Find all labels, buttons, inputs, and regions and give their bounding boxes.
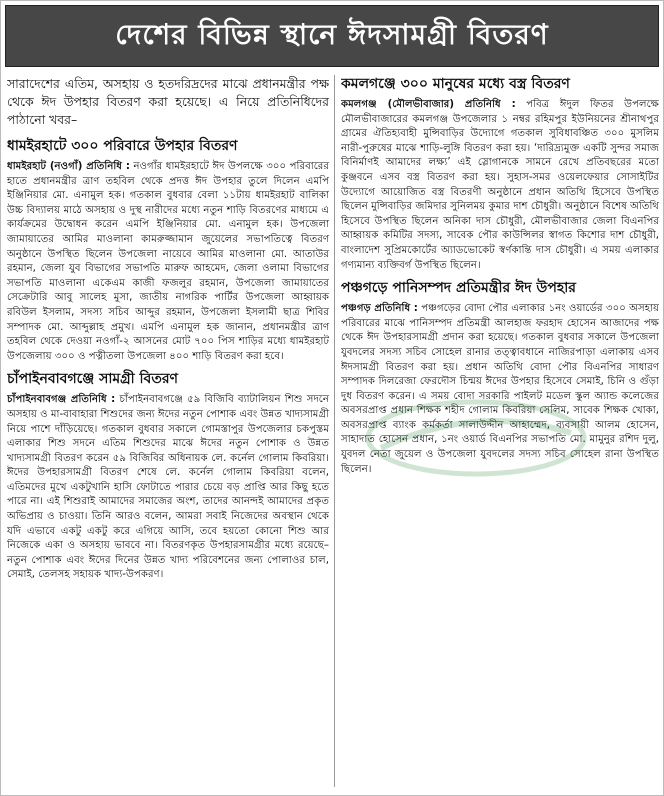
- story-text-chapainawabganj: চাঁপাইনবাবগঞ্জে ৫৯ বিজিবি ব্যাটালিয়ন শিশু সদনে অসহায় ও মা-বাবাহারা শিশুদের জন্য ঈদের নতুন পোশাক এবং উন্নত খাদ্যসামগ্রী নিয়ে পাশে দাঁড়িয়েছে। গতকাল বুধবার সকালে গোমস্তাপুর উপজেলার চকপুস্তম এলাকার শিশু সদনে এতিম শিশুদের মাঝে ঈদের নতুন পোশাক ও উন্নত খাদ্যসামগ্রী বিতরণ করেন ৫৯ বিজিবির অধিনায়ক লে. কর্নেল গোলাম কিবরিয়া। ঈদের উপহারসামগ্রী বিতরণ শেষে লে. কর্নেল গোলাম কিবরিয়া বলেন, এতিমদের মুখে একটুখানি হাসি ফোটাতে পারার চেয়ে বড় প্রাপ্তি আর কিছু হতে পারে না। এই শিশুরাই আমাদের সমাজের অংশ, তাদের আনন্দই আমাদের প্রকৃত অভিপ্রায় ও চাওয়া। তিনি আরও বলেন, আমরা সবাই নিজেদের অবস্থান থেকে যদি এভাবে একটু একটু করে এগিয়ে আসি, তবে হয়তো কোনো শিশু আর নিজেকে একা ও অসহায় ভাববে না। বিতরণকৃত উপহারসামগ্রীর মধ্যে রয়েছে– নতুন পোশাক এবং ঈদের দিনের উন্নত খাদ্য পরিবেশনের জন্য পোলাওর চাল, সেমাই, তেলসহ সহায়ক খাদ্য-উপকরণ।: [7, 394, 329, 581]
- story-title-chapainawabganj: চাঁপাইনবাবগঞ্জে সামগ্রী বিতরণ: [7, 371, 179, 388]
- left-column: [7, 75, 329, 791]
- column-divider: [334, 75, 335, 787]
- story-body-panchagarh: [341, 302, 659, 477]
- story-text-dhamoirhat: নওগাঁর ধামইরহাটে ঈদ উপলক্ষে ৩০০ পরিবারের হাতে প্রধানমন্ত্রীর ত্রাণ তহবিল থেকে প্রদত্ত ঈদ উপহার তুলে দিলেন এমপি ইঞ্জিনিয়ার মো. এনামুল হক। গতকাল বুধবার বেলা ১১টায় ধামইরহাট বালিকা উচ্চ বিদ্যালয় মাঠে অসহায় ও দুস্থ নারীদের মধ্যে নতুন শাড়ি বিতরণের মাধ্যমে এ কার্যক্রমের উদ্বোধন করেন এমপি ইঞ্জিনিয়ার মো. এনামুল হক। উপজেলা জামায়াতের আমির মাওলানা কামরুজ্জামান জুয়েলের সভাপতিত্বে বিতরণ অনুষ্ঠানে উপস্থিত ছিলেন উপজেলা নায়েবে আমির মাওলানা মো. আতাউর রহমান, জেলা যুব বিভাগের সভাপতি মারুফ আহমেদ, জেলা ওলামা বিভাগের সভাপতি মাওলানা একেএম কাজী ফজলুর রহমান, উপজেলা জামায়াতের সেক্রেটারি আবু সালেহ মুসা, জাতীয় নাগরিক পার্টির উপজেলা আহ্বায়ক রবিউল ইসলাম, সদস্য সচিব আব্দুর রহমান, উপজেলা ইসলামী ছাত্র শিবির সম্পাদক মো. আব্দুল্লাহ প্রমুখ। এমপি এনামুল হক জানান, প্রধানমন্ত্রীর ত্রাণ তহবিল থেকে দেওয়া নওগাঁ-২ আসনের মোট ৭০০ পিস শাড়ির মধ্যে ধামইরহাট উপজেলায় ৩০০ ও পত্নীতলা উপজেলা ৪০০ শাড়ি বিতরণ করা হবে।: [7, 161, 329, 362]
- story-byline-kamalganj: কমলগঞ্জ (মৌলভীবাজার) প্রতিনিধি :: [341, 99, 516, 110]
- right-column: [341, 75, 659, 791]
- intro-text: সারাদেশের এতিম, অসহায় ও হতদরিদ্রদের মাঝে প্রধানমন্ত্রীর পক্ষ থেকে ঈদ উপহার বিতরণ করা হয়েছে। এ নিয়ে প্রতিনিধিদের পাঠানো খবর–: [7, 76, 329, 127]
- story-body-chapainawabganj: [7, 393, 329, 583]
- headline-banner: [5, 5, 659, 67]
- page-headline: দেশের বিভিন্ন স্থানে ঈদসামগ্রী বিতরণ: [115, 17, 549, 51]
- story-byline-chapainawabganj: চাঁপাইনবাবগঞ্জ প্রতিনিধি :: [7, 394, 116, 406]
- story-byline-panchagarh: পঞ্চগড় প্রতিনিধি :: [341, 303, 418, 315]
- story-title-dhamoirhat: ধামইরহাটে ৩০০ পরিবারে উপহার বিতরণ: [7, 138, 238, 154]
- story-text-kamalganj: পবিত্র ঈদুল ফিতর উপলক্ষে মৌলভীবাজারের কমলগঞ্জ উপজেলার ১ নম্বর রহিমপুর ইউনিয়নের শ্রীনাথপুর গ্রামের ঐতিহ্যবাহী মুন্সিবাড়ির উদ্যোগে গতকাল সুবিধাবঞ্চিত ৩০০ মুসলিম নারী-পুরুষের মাঝে শাড়ি-লুঙ্গি বিতরণ করা হয়। ‘দারিদ্র্যমুক্ত একটি সুন্দর সমাজ বিনির্মাণই আমাদের লক্ষ্য’ এই স্লোগানকে সামনে রেখে প্রতিবছরের মতো কুঞ্জবনে এসব বস্ত্র বিতরণ করা হয়। সুহাস-সমর ওয়েলফেয়ার সোসাইটির উদ্যোগে আয়োজিত বস্ত্র বিতরণী অনুষ্ঠানে প্রধান অতিথি হিসেবে উপস্থিত ছিলেন মুন্সিবাড়ির জমিদার সুনিলময় কুমার দাশ চৌধুরী। অনুষ্ঠানে বিশেষ অতিথি হিসেবে উপস্থিত ছিলেন অনিকা দাস চৌধুরী, মৌলভীবাজার জেলা বিএনপির আহ্বায়ক কমিটির সদস্য, সাবেক পৌর কাউন্সিলর স্বাগত কিশোর দাশ চৌধুরী, বাংলাদেশ সুপ্রিমকোর্টের অ্যাডভোকেট স্বর্ণকান্তি দাস চৌধুরী। এ সময় এলাকার গণ্যমান্য ব্যক্তিবর্গ উপস্থিত ছিলেন।: [341, 99, 659, 271]
- story-byline-dhamoirhat: ধামইরহাট (নওগাঁ) প্রতিনিধি :: [7, 161, 130, 172]
- story-title-panchagarh: পঞ্চগড়ে পানিসম্পদ প্রতিমন্ত্রীর ঈদ উপহার: [341, 280, 576, 297]
- story-body-dhamoirhat: [7, 160, 329, 364]
- story-body-kamalganj: [341, 98, 659, 273]
- story-text-panchagarh: পঞ্চগড়ের বোদা পৌর এলাকার ১নং ওয়ার্ডের ৩০০ অসহায় পরিবারের মাঝে পানিসম্পদ প্রতিমন্ত্রী আলহাজ ফরহাদ হোসেন আজাদের পক্ষ থেকে ঈদ উপহারসামগ্রী প্রদান করা হয়েছে। গতকাল বুধবার সকালে উপজেলা যুবদলের সদস্য সচিব সোহেল রানার তত্ত্বাবধানে নাজিরপাড়া এলাকায় এসব ঈদসামগ্রী বিতরণ করা হয়। প্রধান অতিথি বোদা পৌর বিএনপির সাধারণ সম্পাদক দিলরেজা ফেরদৌস চিন্ময় ঈদের উপহার হিসেবে সেমাই, চিনি ও গুঁড়া দুধ বিতরণ করেন। এ সময় বোদা সরকারি পাইলট মডেল স্কুল অ্যান্ড কলেজের অবসরপ্রাপ্ত প্রধান শিক্ষক শহীদ গোলাম কিবরিয়া সেলিম, সাবেক শিক্ষক খোকা, অবসরপ্রাপ্ত ব্যাংক কর্মকর্তা সালাউদ্দীন আহাম্মেদ, ব্যবসায়ী আলম হোসেন, সাহাদাত হোসেন প্রধান, ১নং ওয়ার্ড বিএনপির সভাপতি মো. মামুনুর রশিদ দুলু, যুবদল নেতা জুয়েল ও উপজেলা যুবদলের সদস্য সচিব সোহেল রানা উপস্থিত ছিলেন।: [341, 303, 659, 475]
- story-title-kamalganj: কমলগঞ্জে ৩০০ মানুষের মধ্যে বস্ত্র বিতরণ: [341, 76, 570, 92]
